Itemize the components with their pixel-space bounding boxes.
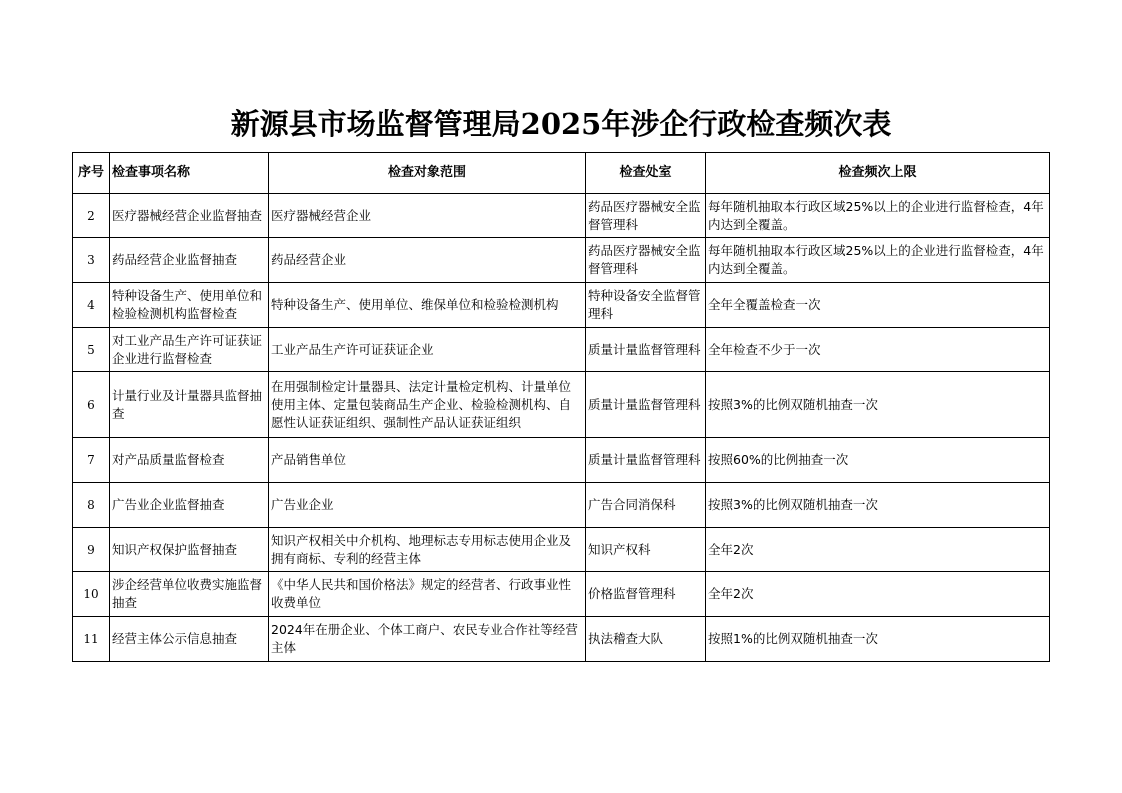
table-row: [73, 483, 1050, 528]
cell-item-name: 广告业企业监督抽查: [110, 483, 269, 528]
table-row: [73, 572, 1050, 617]
table-row: [73, 194, 1050, 238]
table-row: [73, 372, 1050, 438]
cell-frequency: 按照3%的比例双随机抽查一次: [706, 372, 1050, 438]
cell-department: 执法稽查大队: [586, 617, 706, 662]
cell-scope: 工业产品生产许可证获证企业: [269, 328, 586, 372]
inspection-frequency-table: [72, 152, 1050, 662]
table-row: [73, 617, 1050, 662]
cell-serial: 11: [73, 617, 110, 662]
cell-serial: 4: [73, 283, 110, 328]
cell-department: 药品医疗器械安全监督管理科: [586, 194, 706, 238]
cell-frequency: 全年全覆盖检查一次: [706, 283, 1050, 328]
table-header-row: [73, 153, 1050, 194]
cell-scope: 产品销售单位: [269, 438, 586, 483]
cell-frequency: 每年随机抽取本行政区域25%以上的企业进行监督检查，4年内达到全覆盖。: [706, 194, 1050, 238]
cell-item-name: 涉企经营单位收费实施监督抽查: [110, 572, 269, 617]
cell-department: 质量计量监督管理科: [586, 328, 706, 372]
cell-item-name: 对产品质量监督检查: [110, 438, 269, 483]
header-serial: 序号: [73, 153, 110, 194]
cell-scope: 知识产权相关中介机构、地理标志专用标志使用企业及拥有商标、专利的经营主体: [269, 528, 586, 572]
cell-item-name: 计量行业及计量器具监督抽查: [110, 372, 269, 438]
cell-frequency: 按照60%的比例抽查一次: [706, 438, 1050, 483]
cell-scope: 药品经营企业: [269, 238, 586, 283]
cell-frequency: 按照3%的比例双随机抽查一次: [706, 483, 1050, 528]
header-scope: 检查对象范围: [269, 153, 586, 194]
cell-frequency: 全年检查不少于一次: [706, 328, 1050, 372]
cell-department: 药品医疗器械安全监督管理科: [586, 238, 706, 283]
header-department: 检查处室: [586, 153, 706, 194]
cell-scope: 2024年在册企业、个体工商户、农民专业合作社等经营主体: [269, 617, 586, 662]
cell-scope: 特种设备生产、使用单位、维保单位和检验检测机构: [269, 283, 586, 328]
table-row: [73, 438, 1050, 483]
cell-item-name: 药品经营企业监督抽查: [110, 238, 269, 283]
table-row: [73, 328, 1050, 372]
cell-scope: 在用强制检定计量器具、法定计量检定机构、计量单位使用主体、定量包装商品生产企业、检验检测机构、自愿性认证获证组织、强制性产品认证获证组织: [269, 372, 586, 438]
cell-item-name: 经营主体公示信息抽查: [110, 617, 269, 662]
cell-serial: 8: [73, 483, 110, 528]
cell-department: 知识产权科: [586, 528, 706, 572]
cell-scope: 医疗器械经营企业: [269, 194, 586, 238]
table-row: [73, 283, 1050, 328]
cell-scope: 广告业企业: [269, 483, 586, 528]
cell-department: 价格监督管理科: [586, 572, 706, 617]
table-row: [73, 528, 1050, 572]
cell-frequency: 每年随机抽取本行政区域25%以上的企业进行监督检查，4年内达到全覆盖。: [706, 238, 1050, 283]
page-title: 新源县市场监督管理局2025年涉企行政检查频次表: [230, 107, 892, 141]
cell-department: 特种设备安全监督管理科: [586, 283, 706, 328]
cell-frequency: 按照1%的比例双随机抽查一次: [706, 617, 1050, 662]
cell-serial: 3: [73, 238, 110, 283]
cell-item-name: 特种设备生产、使用单位和检验检测机构监督检查: [110, 283, 269, 328]
header-item-name: 检查事项名称: [110, 153, 269, 194]
cell-frequency: 全年2次: [706, 572, 1050, 617]
cell-serial: 10: [73, 572, 110, 617]
cell-serial: 6: [73, 372, 110, 438]
cell-scope: 《中华人民共和国价格法》规定的经营者、行政事业性收费单位: [269, 572, 586, 617]
header-frequency: 检查频次上限: [706, 153, 1050, 194]
cell-department: 质量计量监督管理科: [586, 372, 706, 438]
cell-frequency: 全年2次: [706, 528, 1050, 572]
cell-item-name: 对工业产品生产许可证获证企业进行监督检查: [110, 328, 269, 372]
cell-serial: 9: [73, 528, 110, 572]
cell-department: 质量计量监督管理科: [586, 438, 706, 483]
cell-serial: 2: [73, 194, 110, 238]
cell-department: 广告合同消保科: [586, 483, 706, 528]
cell-item-name: 医疗器械经营企业监督抽查: [110, 194, 269, 238]
cell-serial: 7: [73, 438, 110, 483]
cell-serial: 5: [73, 328, 110, 372]
table-row: [73, 238, 1050, 283]
cell-item-name: 知识产权保护监督抽查: [110, 528, 269, 572]
